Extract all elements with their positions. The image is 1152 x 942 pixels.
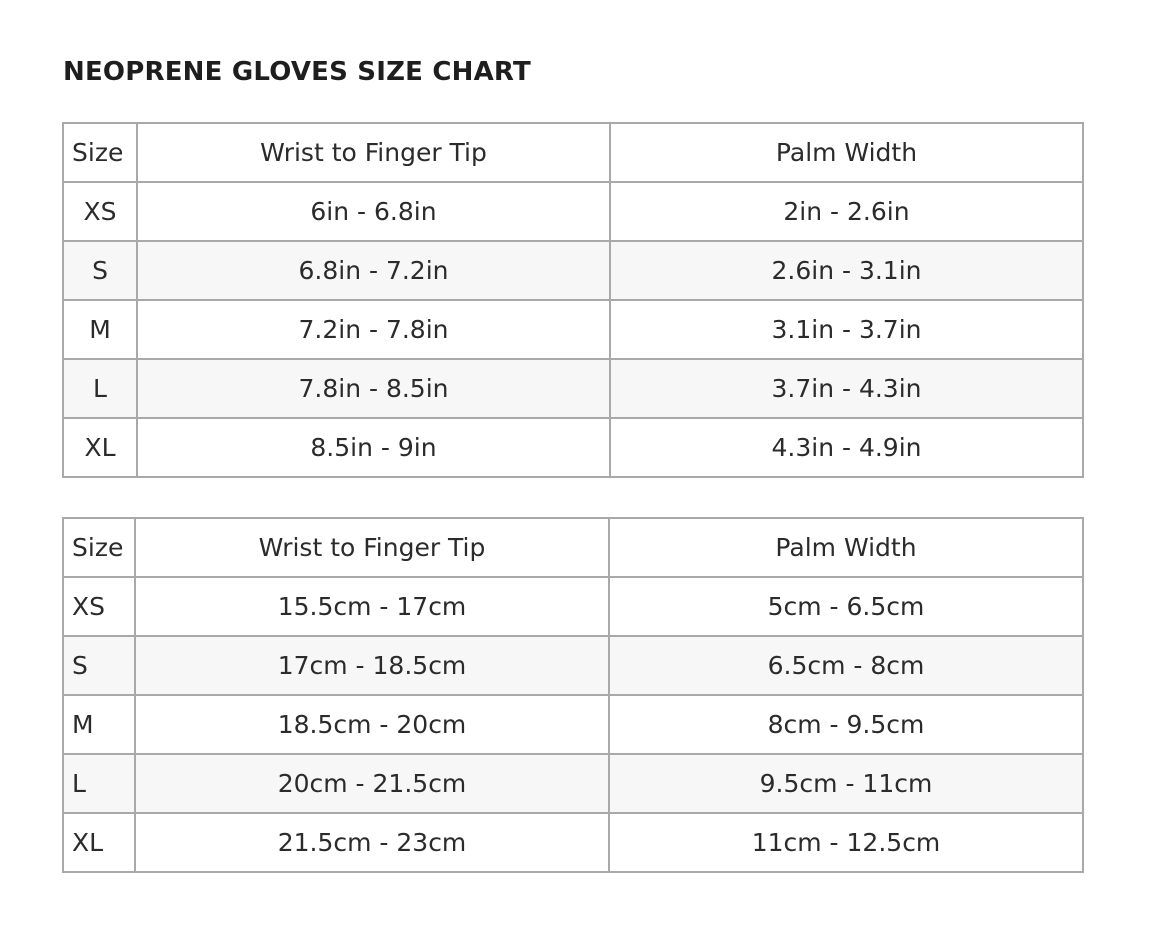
- wrist-to-finger-tip-cell: 8.5in - 9in: [137, 418, 610, 477]
- table-row: [63, 359, 1083, 418]
- wrist-to-finger-tip-cell: 18.5cm - 20cm: [135, 695, 609, 754]
- size-cell: M: [63, 300, 137, 359]
- table-row: [63, 577, 1083, 636]
- table-row: [63, 754, 1083, 813]
- wrist-to-finger-tip-cell: 17cm - 18.5cm: [135, 636, 609, 695]
- size-table-centimeters: [62, 517, 1084, 873]
- size-cell: XL: [63, 418, 137, 477]
- table-row: [63, 300, 1083, 359]
- palm-width-cell: 2.6in - 3.1in: [610, 241, 1083, 300]
- size-cell: L: [63, 754, 135, 813]
- palm-width-cell: 3.1in - 3.7in: [610, 300, 1083, 359]
- size-cell: XL: [63, 813, 135, 872]
- table-header-row: [63, 123, 1083, 182]
- table-header-row: [63, 518, 1083, 577]
- size-cell: XS: [63, 577, 135, 636]
- column-header-wrist-to-finger-tip: Wrist to Finger Tip: [135, 518, 609, 577]
- table-row: [63, 695, 1083, 754]
- wrist-to-finger-tip-cell: 6in - 6.8in: [137, 182, 610, 241]
- palm-width-cell: 8cm - 9.5cm: [609, 695, 1083, 754]
- table-row: [63, 182, 1083, 241]
- page-title: NEOPRENE GLOVES SIZE CHART: [63, 57, 531, 87]
- size-cell: S: [63, 636, 135, 695]
- table-row: [63, 636, 1083, 695]
- wrist-to-finger-tip-cell: 21.5cm - 23cm: [135, 813, 609, 872]
- palm-width-cell: 9.5cm - 11cm: [609, 754, 1083, 813]
- column-header-palm-width: Palm Width: [610, 123, 1083, 182]
- size-cell: XS: [63, 182, 137, 241]
- palm-width-cell: 5cm - 6.5cm: [609, 577, 1083, 636]
- wrist-to-finger-tip-cell: 6.8in - 7.2in: [137, 241, 610, 300]
- wrist-to-finger-tip-cell: 15.5cm - 17cm: [135, 577, 609, 636]
- wrist-to-finger-tip-cell: 7.8in - 8.5in: [137, 359, 610, 418]
- size-table-inches: [62, 122, 1084, 478]
- palm-width-cell: 11cm - 12.5cm: [609, 813, 1083, 872]
- column-header-palm-width: Palm Width: [609, 518, 1083, 577]
- palm-width-cell: 2in - 2.6in: [610, 182, 1083, 241]
- palm-width-cell: 6.5cm - 8cm: [609, 636, 1083, 695]
- column-header-size: Size: [63, 123, 137, 182]
- table-row: [63, 418, 1083, 477]
- palm-width-cell: 3.7in - 4.3in: [610, 359, 1083, 418]
- palm-width-cell: 4.3in - 4.9in: [610, 418, 1083, 477]
- table-row: [63, 241, 1083, 300]
- wrist-to-finger-tip-cell: 7.2in - 7.8in: [137, 300, 610, 359]
- column-header-size: Size: [63, 518, 135, 577]
- table-row: [63, 813, 1083, 872]
- wrist-to-finger-tip-cell: 20cm - 21.5cm: [135, 754, 609, 813]
- size-cell: S: [63, 241, 137, 300]
- size-cell: L: [63, 359, 137, 418]
- column-header-wrist-to-finger-tip: Wrist to Finger Tip: [137, 123, 610, 182]
- size-cell: M: [63, 695, 135, 754]
